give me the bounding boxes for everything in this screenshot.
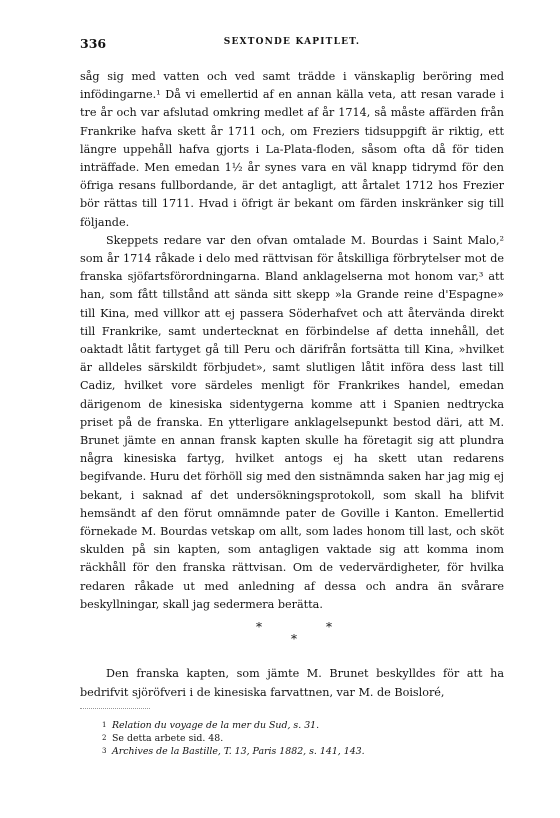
footnote (102, 745, 504, 758)
footnote-text: Archives de la Bastille, T. 13, Paris 1882, s. 141, 143. (112, 746, 365, 758)
separator-asterisk: * (326, 620, 332, 635)
paragraph: Den franska kapten, som jämte M. Brunet beskylldes för att ha bedrifvit sjöröfveri i de kinesiska farvattnen, var M. de Boisloré, (80, 667, 504, 700)
closing-text (80, 664, 504, 702)
footnote-number: 2 (102, 734, 107, 743)
footnote-rule (80, 708, 150, 709)
footnote (102, 732, 504, 745)
main-text (80, 68, 504, 614)
paragraph: såg sig med vatten och ved samt trädde i vänskaplig beröring med infödingarne.¹ Då vi emellertid af en annan källa veta, att resan varade i tre år och var afslutad omkring medlet af år 1714, så måste affärden från Frankrike hafva skett år 1711 och, om Freziers tidsuppgift är riktig, ett längre uppehåll hafva gjorts i La-Plata-floden, såsom ofta då för tiden inträffade. Men emedan 1½ år synes vara en väl knapp tidrymd för den öfriga resans fullbordande, är det antagligt, att årtalet 1712 hos Frezier bör rättas till 1711. Hvad i öfrigt är bekant om färden inskränker sig till följande. (80, 70, 504, 229)
footnote-text: Se detta arbete sid. 48. (112, 733, 224, 745)
separator-asterisk: * (256, 620, 262, 635)
chapter-title: SEXTONDE KAPITLET. (223, 37, 361, 47)
paragraph: Skeppets redare var den ofvan omtalade M. Bourdas i Saint Malo,² som år 1714 råkade i delo med rättvisan för åtskilliga förbrytelser mot de franska sjöfartsförordningarna. Bland anklagelserna mot honom var,³ att han, som fått tillstånd att sända sitt skepp »la Grande reine d'Espagne» till Kina, med villkor att ej passera Söderhafvet och att återvända direkt till Frankrike, samt undertecknat en förbindelse af detta innehåll, det oaktadt låtit fartyget gå till Peru och därifrån fortsätta till Kina, »hvilket är alldeles särskildt förbjudet», samt slutligen låtit införa dess last till Cadiz, hvilket vore särdeles menligt för Frankrikes handel, emedan därigenom de kinesiska sidentygerna komme att i Spanien nedtrycka priset på de franska. En ytterligare anklagelsepunkt bestod däri, att M. Brunet jämte en annan fransk kapten skulle ha företagit sig att plundra några kinesiska fartyg, hvilket antogs ej ha skett utan redarens begifvande. Huru det förhöll sig med den sistnämnda saken har jag mig ej bekant, i saknad af det undersökningsprotokoll, som skall ha blifvit hemsändt af den förut omnämnde pater de Goville i Kanton. Emellertid förnekade M. Bourdas vetskap om allt, som lades honom till last, och sköt skulden på sin kapten, som antagligen vaktade sig att komma inom räckhåll för den franska rättvisan. Om de vedervärdigheter, för hvilka redaren råkade ut med anledning af dessa och andra än svårare beskyllningar, skall jag sedermera berätta. (80, 233, 504, 611)
book-page (80, 36, 504, 758)
separator-asterisk: * (291, 632, 297, 647)
footnote-number: 3 (102, 747, 107, 756)
footnote (102, 719, 504, 732)
running-head (80, 36, 504, 56)
footnotes (80, 719, 504, 758)
page-number: 336 (80, 36, 107, 51)
footnote-number: 1 (102, 721, 107, 730)
section-separator (80, 620, 504, 650)
footnote-text: Relation du voyage de la mer du Sud, s. 31. (112, 720, 320, 732)
